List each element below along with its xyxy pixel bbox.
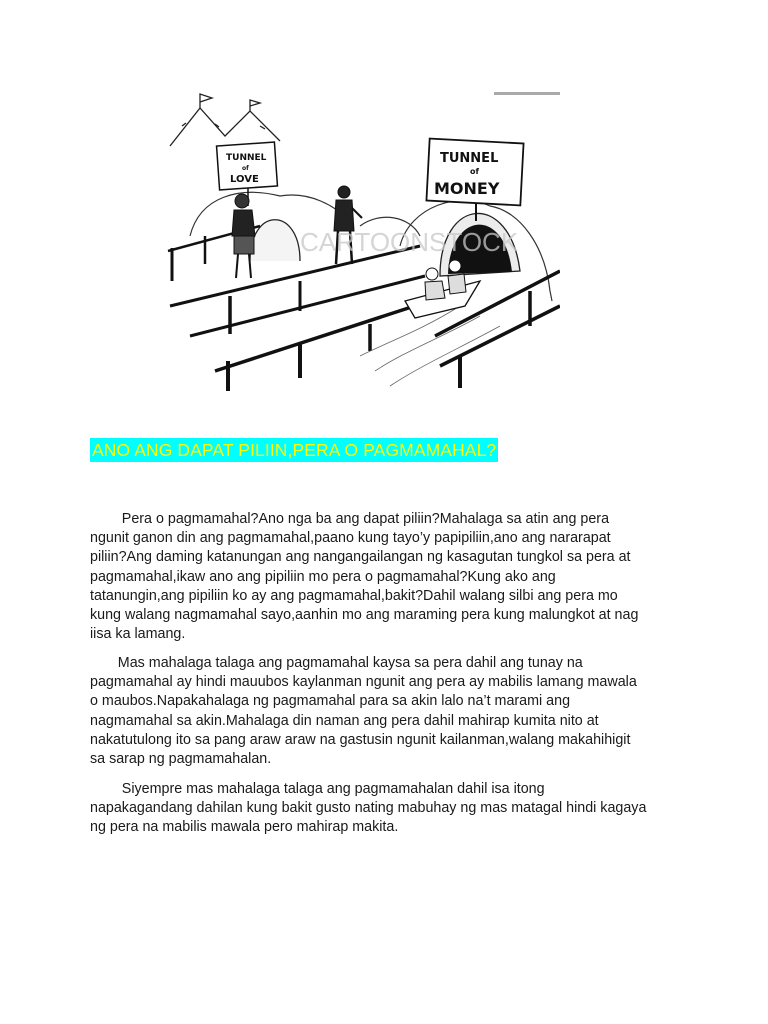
paragraph-line: pagmamahal,ikaw ano ang pipiliin mo pera o pagmamahal?Kung ako ang bbox=[90, 568, 556, 585]
woman-figure bbox=[232, 194, 255, 278]
sign-money-line1: TUNNEL bbox=[440, 151, 499, 166]
paragraph-line: piliin?Ang daming katanungan ang nangangailangan ng kasagutan tungkol sa pera at bbox=[90, 549, 631, 566]
paragraph-line: kung walang nagmamahal sayo,aanhin mo ang maraming pera kung malungkot at nag bbox=[90, 607, 639, 624]
watermark: CARTOONSTOCK bbox=[300, 227, 519, 257]
paragraph-line: sa sarap ng pagmamahalan. bbox=[90, 751, 272, 768]
sign-money-line2: of bbox=[470, 167, 479, 176]
sign-love-line2: of bbox=[242, 165, 249, 172]
cartoon-illustration bbox=[160, 86, 560, 396]
page-heading: ANO ANG DAPAT PILIIN,PERA O PAGMAMAHAL? bbox=[92, 440, 497, 460]
paragraph-line: ng pera na mabilis mawala pero mahirap makita. bbox=[90, 819, 399, 836]
sign-love-line1: TUNNEL bbox=[226, 153, 267, 163]
paragraph-line: Mas mahalaga talaga ang pagmamahal kaysa sa pera dahil ang tunay na bbox=[90, 655, 583, 671]
paragraph-3 bbox=[90, 780, 690, 838]
paragraph-line: Siyempre mas mahalaga talaga ang pagmamahalan dahil isa itong bbox=[90, 781, 545, 797]
paragraph-line: pagmamahal ay hindi mauubos kaylanman ngunit ang pera ay mabilis lamang mawala bbox=[90, 674, 637, 691]
paragraph-line: o maubos.Napakahalaga ng pagmamahal para sa akin lalo na’t marami ang bbox=[90, 693, 571, 710]
paragraph-line: ngunit ganon din ang pagmamahal,paano kung tayo’y papipiliin,ano ang nararapat bbox=[90, 530, 611, 547]
sign-love-line3: LOVE bbox=[230, 174, 259, 185]
top-bar bbox=[494, 92, 560, 95]
paragraph-2 bbox=[90, 654, 690, 769]
paragraph-line: tatanungin,ang pipiliin ko ay ang pagmamahal,bakit?Dahil walang silbi ang pera mo bbox=[90, 587, 618, 604]
paragraph-line: nakatutulong ito sa pang araw araw na gastusin ngunit kailanman,walang makahihigit bbox=[90, 731, 631, 748]
paragraph-line: napakagandang dahilan kung bakit gusto nating mabuhay ng mas matagal hindi kagaya bbox=[90, 800, 647, 817]
paragraph-line: nagmamahal sa akin.Mahalaga din naman ang pera dahil mahirap kumita nito at bbox=[90, 712, 599, 729]
paragraph-line: iisa ka lamang. bbox=[90, 626, 186, 643]
sign-money-line3: MONEY bbox=[434, 179, 500, 198]
tunnel-of-love bbox=[217, 142, 300, 261]
paragraph-line: Pera o pagmamahal?Ano nga ba ang dapat piliin?Mahalaga sa atin ang pera bbox=[90, 511, 610, 527]
paragraph-1 bbox=[90, 510, 690, 644]
mountains bbox=[170, 94, 280, 146]
